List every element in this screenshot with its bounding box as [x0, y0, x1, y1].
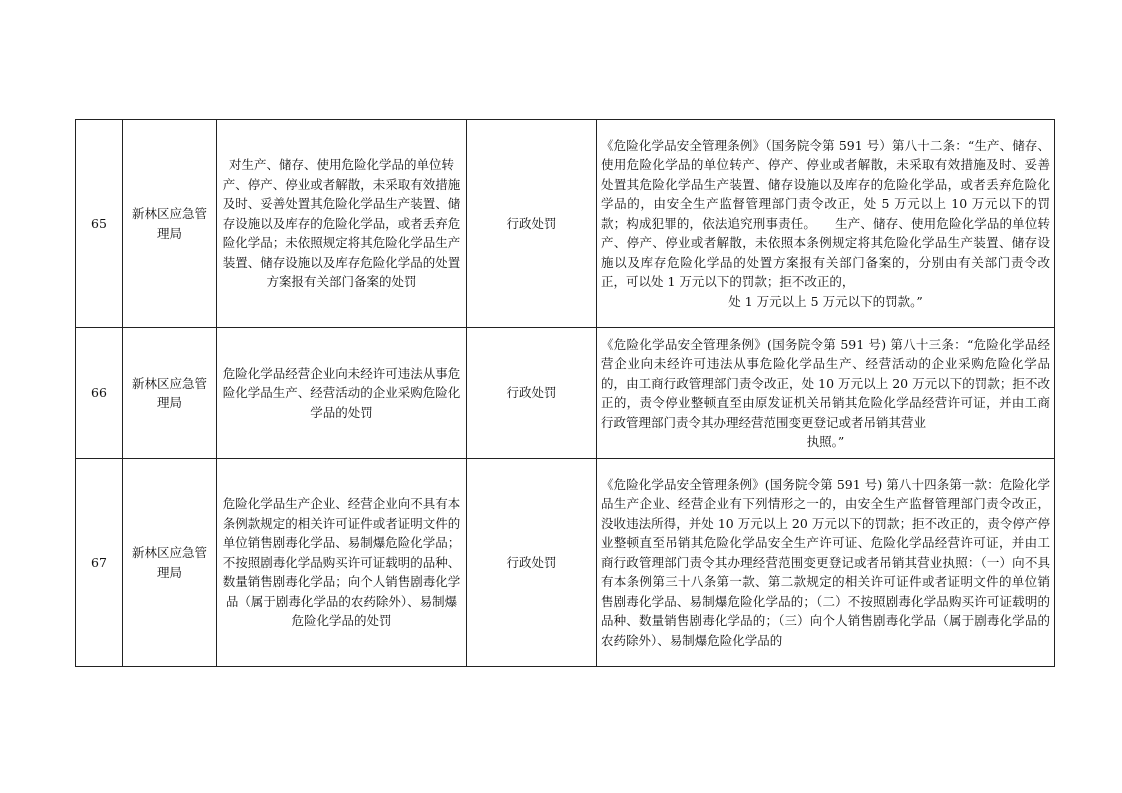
legal-basis-cell [597, 120, 1055, 328]
department-cell: 新林区应急管理局 [123, 459, 217, 667]
row-number: 67 [76, 459, 123, 667]
department-cell: 新林区应急管理局 [123, 120, 217, 328]
duty-list-page [75, 119, 1054, 667]
item-name-cell: 对生产、储存、使用危险化学品的单位转产、停产、停业或者解散，未采取有效措施及时、妥善处置其危险化学品生产装置、储存设施以及库存的危险化学品，或者丢弃危险化学品；未依照规定将其危险化学品生产装置、储存设施以及库存危险化学品的处置方案报有关部门备案的处罚 [217, 120, 467, 328]
row-number: 66 [76, 328, 123, 459]
legal-basis-ending: 处 1 万元以上 5 万元以下的罚款。” [728, 293, 923, 309]
item-name-cell: 危险化学品生产企业、经营企业向不具有本条例款规定的相关许可证件或者证明文件的单位销售剧毒化学品、易制爆危险化学品；不按照剧毒化学品购买许可证载明的品种、数量销售剧毒化学品；向个人销售剧毒化学品（属于剧毒化学品的农药除外）、易制爆危险化学品的处罚 [217, 459, 467, 667]
row-number: 65 [76, 120, 123, 328]
item-name-cell: 危险化学品经营企业向未经许可违法从事危险化学品生产、经营活动的企业采购危险化学品的处罚 [217, 328, 467, 459]
legal-basis-cell [597, 459, 1055, 667]
power-type-cell: 行政处罚 [467, 459, 597, 667]
power-list-table [75, 119, 1055, 667]
table-row [76, 120, 1055, 328]
legal-basis-text: 《危险化学品安全管理条例》(国务院令第 591 号) 第八十三条：“危险化学品经营企业向未经许可违法从事危险化学品生产、经营活动的企业采购危险化学品的，由工商行政管理部门责令改正，处 10 万元以上 20 万元以下的罚款；拒不改正的，责令停业整顿直至由原发证机关吊销其危险化学品经营许可证，并由工商行政管理部门责令其办理经营范围变更登记或者吊销其营业 [601, 336, 1050, 430]
legal-basis-text: 《危险化学品安全管理条例》（国务院令第 591 号）第八十二条：“生产、储存、使用危险化学品的单位转产、停产、停业或者解散，未采取有效措施及时、妥善处置其危险化学品生产装置、储存设施以及库存的危险化学品，或者丢弃危险化学品的，由安全生产监督管理部门责令改正，处 5 万元以上 10 万元以下的罚款；构成犯罪的，依法追究刑事责任。 生产、储存、使用危险化学品的单位转产、停产、停业或者解散，未依照本条例规定将其危险化学品生产装置、储存设施以及库存危险化学品的处置方案报有关部门备案的，分别由有关部门责令改正，可以处 1 万元以下的罚款；拒不改正的， [601, 137, 1050, 290]
table-row [76, 459, 1055, 667]
table-row [76, 328, 1055, 459]
power-type-cell: 行政处罚 [467, 328, 597, 459]
legal-basis-ending: 执照。” [806, 434, 845, 449]
power-type-cell: 行政处罚 [467, 120, 597, 328]
department-cell: 新林区应急管理局 [123, 328, 217, 459]
legal-basis-text: 《危险化学品安全管理条例》(国务院令第 591 号) 第八十四条第一款：危险化学品生产企业、经营企业有下列情形之一的，由安全生产监督管理部门责令改正，没收违法所得，并处 10 万元以上 20 万元以下的罚款；拒不改正的，责令停产停业整顿直至吊销其危险化学品安全生产许可证、危险化学品经营许可证，并由工商行政管理部门责令其办理经营范围变更登记或者吊销其营业执照：（一）向不具有本条例第三十八条第一款、第二款规定的相关许可证件或者证明文件的单位销售剧毒化学品、易制爆危险化学品的；（二）不按照剧毒化学品购买许可证载明的品种、数量销售剧毒化学品的；（三）向个人销售剧毒化学品（属于剧毒化学品的农药除外）、易制爆危险化学品的 [601, 476, 1050, 648]
legal-basis-cell [597, 328, 1055, 459]
